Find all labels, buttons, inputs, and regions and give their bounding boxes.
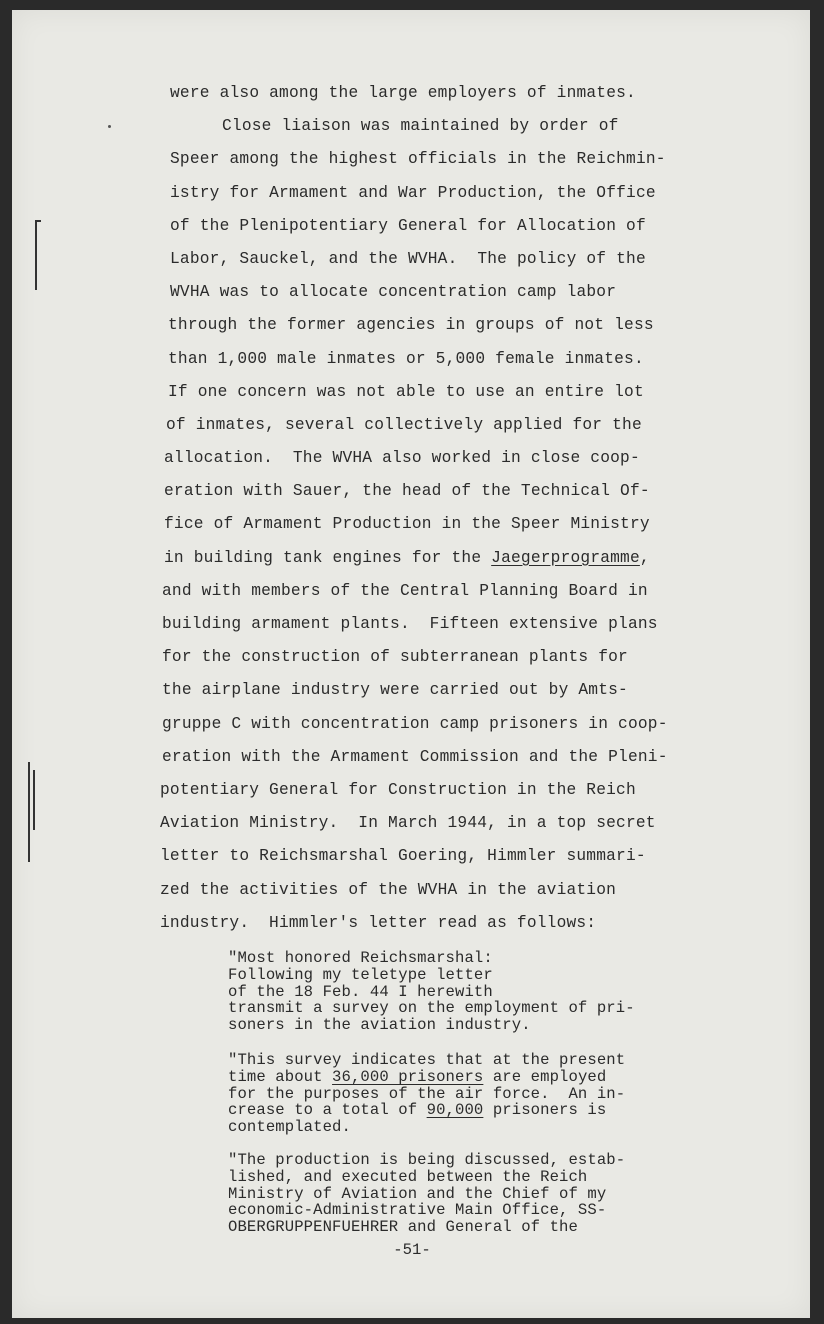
quote-line: for the purposes of the air force. An in- <box>228 1084 626 1103</box>
quote-line: lished, and executed between the Reich <box>228 1167 588 1186</box>
underlined-figure: 90,000 <box>426 1101 484 1120</box>
body-line: building armament plants. Fifteen extensive plans <box>162 615 658 633</box>
body-line: fice of Armament Production in the Speer Ministry <box>164 515 650 534</box>
quote-line: "The production is being discussed, estab- <box>228 1151 626 1169</box>
quote-paragraph-3 <box>228 1152 668 1236</box>
body-text <box>160 77 680 940</box>
underlined-figure: 36,000 prisoners <box>332 1067 484 1086</box>
quote-line: "This survey indicates that at the present <box>228 1051 626 1069</box>
quote-line: "Most honored Reichsmarshal: <box>228 949 493 967</box>
body-line: Aviation Ministry. In March 1944, in a top secret <box>160 814 656 833</box>
quote-line: transmit a survey on the employment of pri- <box>228 999 635 1018</box>
body-line: industry. Himmler's letter read as follows: <box>160 913 597 932</box>
quote-text: are employed <box>483 1067 607 1086</box>
body-line: the airplane industry were carried out by Amts- <box>162 681 628 700</box>
body-line: If one concern was not able to use an entire lot <box>168 382 644 401</box>
quote-line <box>228 1102 668 1119</box>
quote-line: of the 18 Feb. 44 I herewith <box>228 982 493 1001</box>
body-line: letter to Reichsmarshal Goering, Himmler summari- <box>160 847 646 866</box>
body-line: than 1,000 male inmates or 5,000 female inmates. <box>168 349 644 368</box>
body-line: potentiary General for Construction in the Reich <box>160 780 636 799</box>
margin-dot <box>108 125 111 128</box>
body-line: were also among the large employers of inmates. <box>170 84 636 102</box>
body-line: istry for Armament and War Production, the Office <box>170 183 656 202</box>
quote-text: prisoners is <box>483 1101 607 1120</box>
comma: , <box>639 548 650 567</box>
body-line: zed the activities of the WVHA in the aviation <box>160 880 617 899</box>
body-line: allocation. The WVHA also worked in close coop- <box>164 449 640 468</box>
body-line-with-underline <box>160 542 680 575</box>
body-line: Labor, Sauckel, and the WVHA. The policy of the <box>170 249 646 268</box>
body-line: for the construction of subterranean plants for <box>162 648 628 667</box>
quote-text: crease to a total of <box>228 1101 427 1120</box>
body-line: Close liaison was maintained by order of <box>222 117 619 136</box>
body-line: gruppe C with concentration camp prisoners in coop- <box>162 714 668 733</box>
body-line: WVHA was to allocate concentration camp labor <box>170 283 617 302</box>
quote-paragraph-2 <box>228 1052 668 1136</box>
body-line: eration with the Armament Commission and the Pleni- <box>162 747 668 766</box>
body-line: of the Plenipotentiary General for Allocation of <box>170 216 646 235</box>
body-line: of inmates, several collectively applied for the <box>166 415 642 434</box>
body-line-text: in building tank engines for the <box>164 548 492 567</box>
quote-text: time about <box>228 1067 333 1086</box>
body-line: eration with Sauer, the head of the Technical Of- <box>164 482 650 501</box>
body-line: through the former agencies in groups of not less <box>168 316 654 335</box>
underlined-term: Jaegerprogramme <box>491 548 640 567</box>
body-line: and with members of the Central Planning Board in <box>162 581 648 600</box>
quote-line <box>228 1069 668 1086</box>
quote-line: Following my teletype letter <box>228 965 493 984</box>
quote-line: contemplated. <box>228 1118 351 1137</box>
quote-line: soners in the aviation industry. <box>228 1016 531 1035</box>
quote-line: Ministry of Aviation and the Chief of my <box>228 1184 607 1203</box>
quote-paragraph-1 <box>228 950 668 1034</box>
page-number: -51- <box>393 1241 431 1259</box>
quote-line: economic-Administrative Main Office, SS- <box>228 1201 607 1220</box>
quote-line: OBERGRUPPENFUEHRER and General of the <box>228 1218 578 1237</box>
body-line: Speer among the highest officials in the Reichmin- <box>170 150 666 169</box>
